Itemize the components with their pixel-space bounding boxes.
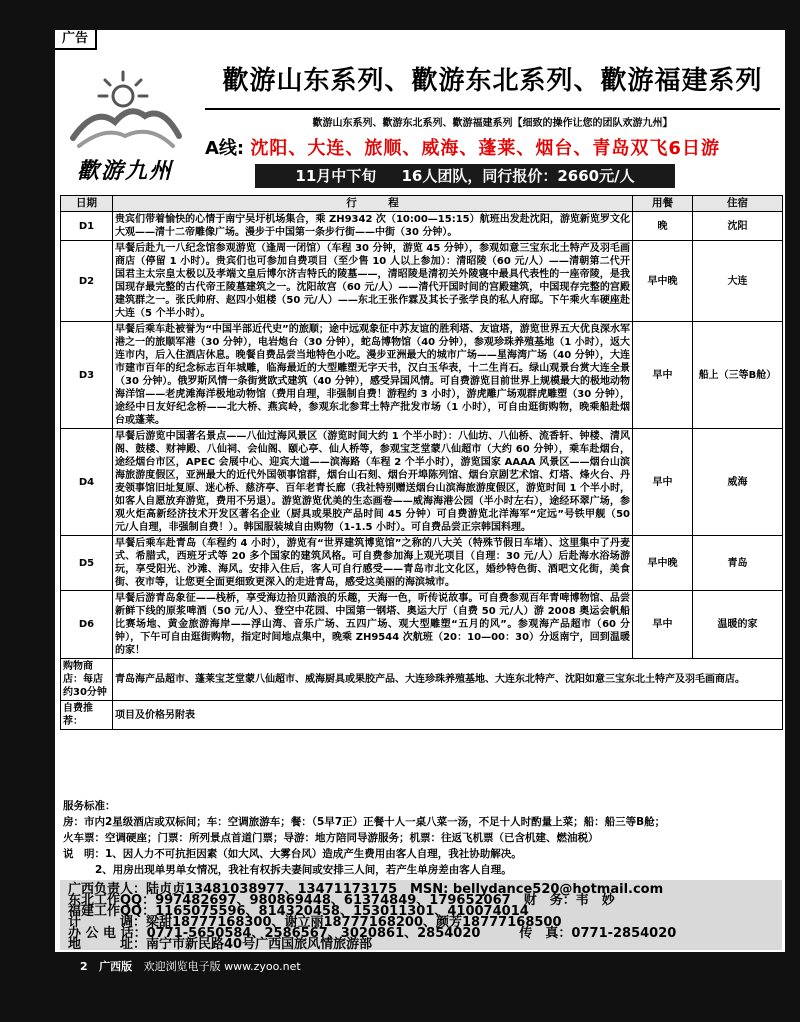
ad-page bbox=[55, 30, 785, 952]
table-header-row bbox=[61, 196, 783, 212]
day-cell: D6 bbox=[61, 591, 113, 659]
stay-cell: 温暖的家 bbox=[693, 591, 783, 659]
meal-cell: 早中 bbox=[633, 429, 693, 536]
contact-planner: 计 调：梁甜18777168300、谢立丽18777168200、颜芳18777168500 bbox=[68, 915, 562, 930]
headline-divider bbox=[205, 108, 780, 110]
stay-cell: 沈阳 bbox=[693, 212, 783, 241]
day-cell: D5 bbox=[61, 536, 113, 591]
meal-cell: 早中晚 bbox=[633, 241, 693, 322]
route-text: 沈阳、大连、旅顺、威海、蓬莱、烟台、青岛双飞6日游 bbox=[250, 138, 720, 159]
note-line-2: 2、用房出现单男单女情况，我社有权拆夫妻间或安排三人间，若产生单房差由客人自理。 bbox=[95, 864, 512, 876]
service-title: 服务标准： bbox=[63, 800, 116, 812]
itinerary-table bbox=[60, 195, 783, 730]
contact-box bbox=[60, 880, 782, 950]
meal-cell: 晚 bbox=[633, 212, 693, 241]
detail-cell: 贵宾们带着愉快的心情于南宁吴圩机场集合，乘 ZH9342 次（10:00—15:15）航班出发赴沈阳，游览新览罗文化大观——清十二帝雕像广场。漫步于中国第一条步行街——中街（30 分钟）。 bbox=[113, 212, 633, 241]
detail-cell: 早餐后赴九一八纪念馆参观游览（逢周一闭馆）（车程 30 分钟，游览 45 分钟），参观如意三宝东北土特产及羽毛画商店（停留 1 小时）。贵宾们也可参加自费项目（至少售 10 人以上参加）：清昭陵（60 元/人）——清朝第二代开国君主太宗皇太极以及孝端文皇后博尔济吉特氏的陵墓——，清昭陵是清初关外陵寝中最具代表性的一座帝陵，是我国现存最完整的古代帝王陵墓建筑之一。沈阳故宫（60 元/人）——清代开国时间的宫殿建筑，中国现存完整的宫殿建筑群之一。张氏帅府、赵四小姐楼（50 元/人）——东北王张作霖及其长子张学良的私人府邸。下午乘火车硬座赴大连（5 个半小时）。 bbox=[113, 241, 633, 322]
header-itinerary: 行 程 bbox=[113, 196, 633, 212]
page-number: 2 bbox=[80, 960, 88, 973]
meal-cell: 早中晚 bbox=[633, 536, 693, 591]
day-cell: D2 bbox=[61, 241, 113, 322]
contact-northeast-qq: 东北工作QQ：997482697、980869448、61374849、179652067 财 务：韦 妙 bbox=[68, 893, 615, 908]
detail-cell: 早餐后乘车赴被誉为“中国半部近代史”的旅顺；途中远观象征中苏友谊的胜利塔、友谊塔，游览世界五大优良深水军港之一的旅顺军港（30 分钟），电岩炮台（30 分钟），蛇岛博物馆（40 分钟），参观珍珠养殖基地（1 小时），返大连市内，后入住酒店休息。晚餐自费品尝当地特色小吃。漫步亚洲最大的城市广场——星海湾广场（40 分钟），大连市建市百年的纪念标志百年城雕，临海最近的大型雕塑无字天书，汉白玉华表，十二生肖石。绿山观景台赏大连全景（30 分钟）。俄罗斯风情一条街赏欧式建筑（40 分钟），感受异国风情。可自费游览目前世界上规模最大的极地动物海洋馆——老虎滩海洋极地动物馆（费用自理，非强制自费！游程约 3 小时），游虎雕广场观群虎雕塑（30 分钟），途经中日友好纪念桥——北大桥、燕宾岭，参观东北参茸土特产批发市场（1 小时），可自由逛街购物，晚乘船赴烟台或蓬莱。 bbox=[113, 322, 633, 429]
service-line-2: 火车票：空调硬座；门票：所列景点首道门票；导游：地方陪同导游服务；机票：往返飞机票（已含机建、燃油税） bbox=[63, 832, 599, 844]
ad-tag: 广告 bbox=[55, 30, 97, 50]
table-row bbox=[61, 536, 783, 591]
note-line-1: 说 明：1、因人力不可抗拒因素（如大风、大雾台风）造成产生费用由客人自理，我社协助解决。 bbox=[63, 848, 522, 860]
tour-date: 11月中下旬 bbox=[295, 167, 377, 185]
optional-detail: 项目及价格另附表 bbox=[113, 701, 783, 730]
publication-name: 广西版 bbox=[99, 960, 133, 973]
contact-address: 地 址：南宁市新民路40号广西国旅风情旅游部 bbox=[68, 937, 373, 952]
page-footer bbox=[80, 958, 309, 974]
contact-office-phone: 办 公 电 话：0771-5650584、2586567、3020861、2854020 传 真：0771-2854020 bbox=[68, 926, 677, 941]
optional-row bbox=[61, 701, 783, 730]
table-row bbox=[61, 241, 783, 322]
contact-fujian-qq: 福建工作QQ：1165075596、814320458、153011301、410074014 bbox=[68, 904, 529, 919]
tour-price: 2660元/人 bbox=[557, 167, 635, 185]
route-title bbox=[205, 134, 780, 160]
stay-cell: 船上（三等B舱） bbox=[693, 322, 783, 429]
company-logo bbox=[65, 66, 185, 196]
contact-manager: 广西负责人：陆贞贞13481038977、13471173175 MSN: bellydance520@hotmail.com bbox=[68, 882, 664, 897]
header-date: 日期 bbox=[61, 196, 113, 212]
route-prefix: A线: bbox=[205, 138, 245, 159]
day-cell: D4 bbox=[61, 429, 113, 536]
stay-cell: 威海 bbox=[693, 429, 783, 536]
footer-url-text: 欢迎浏览电子版 www.zyoo.net bbox=[143, 960, 301, 973]
logo-name: 歡游九州 bbox=[76, 158, 173, 184]
shopping-label: 购物商店：每店约30分钟 bbox=[61, 659, 113, 701]
subline: 歡游山东系列、歡游东北系列、歡游福建系列【细致的操作让您的团队欢游九州】 bbox=[312, 118, 673, 129]
table-row bbox=[61, 212, 783, 241]
meal-cell: 早中 bbox=[633, 322, 693, 429]
sun-mountain-icon bbox=[65, 66, 185, 156]
headline: 歡游山东系列、歡游东北系列、歡游福建系列 bbox=[222, 66, 763, 96]
stay-cell: 青岛 bbox=[693, 536, 783, 591]
tour-info-bar bbox=[255, 164, 675, 188]
optional-label: 自费推荐： bbox=[61, 701, 113, 730]
stay-cell: 大连 bbox=[693, 241, 783, 322]
table-row bbox=[61, 429, 783, 536]
detail-cell: 早餐后乘车赴青岛（车程约 4 小时），游览有“世界建筑博览馆”之称的八大关（特殊节假日车堵）、这里集中了丹麦式、希腊式，西班牙式等 20 多个国家的建筑风格。可自费参加海上观光项目（自理：30 元/人）后赴海水浴场游玩，享受阳光、沙滩、海风。安排入住后，客人可自行感受——青岛市北文化区，婚纱特色街、酒吧文化街，美食街、夜市等，让您更全面更细致更深入的走进青岛，感受这美丽的海滨城市。 bbox=[113, 536, 633, 591]
tour-group: 16人团队，同行报价：2660元/人 bbox=[401, 167, 635, 185]
day-cell: D3 bbox=[61, 322, 113, 429]
service-line-1: 房：市内2星级酒店或双标间；车：空调旅游车；餐：（5早7正）正餐十人一桌八菜一汤，不足十人时酌量上菜；船：船三等B舱； bbox=[63, 816, 666, 828]
table-row bbox=[61, 591, 783, 659]
detail-cell: 早餐后游青岛象征——栈桥，享受海边拾贝踏浪的乐趣，天海一色，听传说故事。可自费参观百年青啤博物馆、品尝新鲜下线的原浆啤酒（50 元/人）、登空中花园、中国第一钢塔、奥运大厅（自费 50 元/人）游 2008 奥运会帆船比赛场地、黄金旅游海岸——浮山湾、音乐广场、五四广场、观大型雕塑“五月的风”。参观海产品超市（60 分钟），下午可自由逛街购物，指定时间地点集中，晚乘 ZH9544 次航班（20：10—00：30）分返南宁，回到温暖的家！ bbox=[113, 591, 633, 659]
header-stay: 住宿 bbox=[693, 196, 783, 212]
meal-cell: 早中 bbox=[633, 591, 693, 659]
table-row bbox=[61, 322, 783, 429]
detail-cell: 早餐后游览中国著名景点——八仙过海风景区（游览时间大约 1 个半小时）：八仙坊、八仙桥、流香轩、钟楼、清风阁、鼓楼、财神殿、八仙祠、会仙阁、颐心亭、仙人桥等，参观宝芝堂蒙八仙超市（大约 60 分钟），乘车赴烟台，途经烟台市区，APEC 会展中心、迎宾大道——滨海路（车程 2 个半小时），游览国家 AAAA 风景区——烟台山滨海旅游度假区，亚洲最大的近代外国领事馆群，烟台山石刻、烟台开埠陈列馆、烟台京剧艺术馆、灯塔、烽火台、丹麦领事馆旧址复原、迷心桥、慈济亭、百年老青长廊（我社特别赠送烟台山滨海旅游度假区，游览时间 1 个半小时，如客人自愿放弃游览，费用不另退）。游览游览优美的生态画卷——威海海港公园（半小时左右），途经环翠广场，参观火炬高新经济技术开发区著名企业（厨具或果胶产品时间 45 分钟）可自费游览北洋海军“定远”号铁甲舰（50 元/人自理，非强制自费！）。韩国服装城自由购物（1-1.5 小时）。可自费品尝正宗韩国料理。 bbox=[113, 429, 633, 536]
shopping-row bbox=[61, 659, 783, 701]
header-meal: 用餐 bbox=[633, 196, 693, 212]
day-cell: D1 bbox=[61, 212, 113, 241]
shopping-detail: 青岛海产品超市、蓬莱宝芝堂蒙八仙超市、威海厨具或果胶产品、大连珍珠养殖基地、大连东北特产、沈阳如意三宝东北土特产及羽毛画商店。 bbox=[113, 659, 783, 701]
